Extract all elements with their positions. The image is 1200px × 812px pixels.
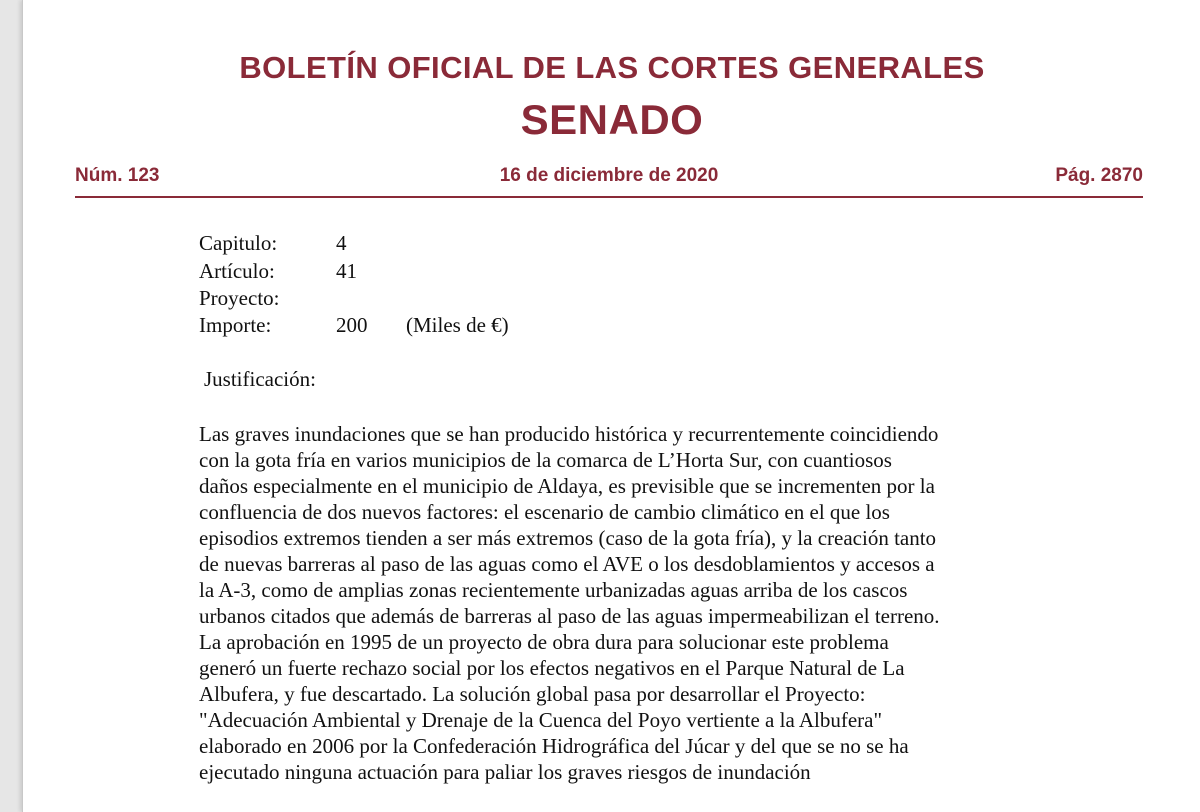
field-label: Importe: [199, 313, 272, 337]
issue-number: Núm. 123 [75, 165, 160, 186]
body-line: episodios extremos tienden a ser más extremos (caso de la gota fría), y la creación tanto [199, 526, 937, 550]
body-line: elaborado en 2006 por la Confederación Hidrográfica del Júcar y del que se no se ha [199, 734, 909, 758]
field-value: 4 [336, 231, 347, 255]
body-line: generó un fuerte rechazo social por los efectos negativos en el Parque Natural de La [199, 656, 905, 680]
body-line: con la gota fría en varios municipios de la comarca de L’Horta Sur, con cuantiosos [199, 448, 892, 472]
body-line: la A-3, como de amplias zonas recientemente urbanizadas aguas arriba de los cascos [199, 578, 908, 602]
field-label: Capitulo: [199, 231, 278, 255]
justificacion-body [199, 421, 1059, 785]
header-divider [75, 196, 1143, 198]
body-line: confluencia de dos nuevos factores: el escenario de cambio climático en el que los [199, 500, 890, 524]
body-line: "Adecuación Ambiental y Drenaje de la Cuenca del Poyo vertiente a la Albufera" [199, 708, 883, 732]
publication-title: BOLETÍN OFICIAL DE LAS CORTES GENERALES [239, 50, 985, 85]
field-value: 200 [336, 313, 368, 337]
body-line: Las graves inundaciones que se han producido histórica y recurrentemente coincidiendo [199, 422, 939, 446]
document-page [22, 0, 1200, 812]
chamber-title: SENADO [520, 96, 704, 143]
body-line: urbanos citados que además de barreras al paso de las aguas impermeabilizan el terreno. [199, 604, 940, 628]
body-line: daños especialmente en el municipio de Aldaya, es previsible que se incrementen por la [199, 474, 935, 498]
justificacion-heading: Justificación: [204, 367, 316, 391]
field-label: Artículo: [199, 259, 275, 283]
body-line: de nuevas barreras al paso de las aguas como el AVE o los desdoblamientos y accesos a [199, 552, 935, 576]
body-line: ejecutado ninguna actuación para paliar los graves riesgos de inundación [199, 760, 811, 784]
body-line: La aprobación en 1995 de un proyecto de obra dura para solucionar este problema [199, 630, 889, 654]
body-line: Albufera, y fue descartado. La solución global pasa por desarrollar el Proyecto: [199, 682, 866, 706]
field-label: Proyecto: [199, 286, 280, 310]
issue-date: 16 de diciembre de 2020 [499, 165, 719, 186]
field-value: 41 [336, 259, 357, 283]
page-header-row [75, 165, 1143, 193]
field-unit: (Miles de €) [406, 313, 509, 337]
page-number: Pág. 2870 [1055, 165, 1143, 186]
